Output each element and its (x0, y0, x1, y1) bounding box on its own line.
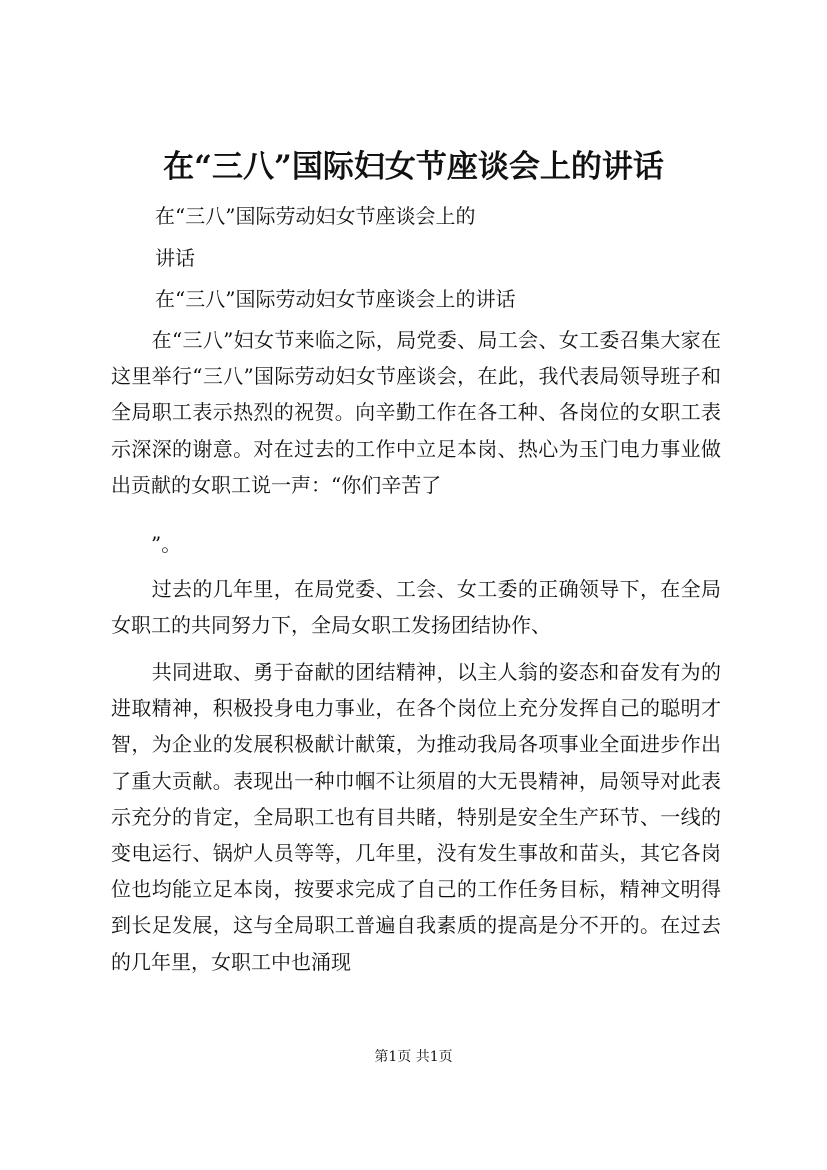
subtitle-line-1: 在“三八”国际劳动妇女节座谈会上的 (155, 204, 476, 228)
paragraph-2: ”。 (111, 532, 182, 556)
paragraph-4: 共同进取、勇于奋献的团结精神，以主人翁的姿态和奋发有为的进取精神，积极投身电力事业，在各个岗位上充分发挥自己的聪明才智，为企业的发展积极献计献策，为推动我局各项事业全面进步作出了重大贡献。表现出一种巾帼不让须眉的大无畏精神，局领导对此表示充分的肯定，全局职工也有目共睹，特别是安全生产环节、一线的变电运行、锅炉人员等等，几年里，没有发生事故和苗头，其它各岗位也均能立足本岗，按要求完成了自己的工作任务目标，精神文明得到长足发展，这与全局职工普遍自我素质的提高是分不开的。在过去的几年里，女职工中也涌现 (111, 660, 721, 974)
document-title: 在“三八”国际妇女节座谈会上的讲话 (163, 149, 664, 185)
subtitle-line-2: 讲话 (155, 246, 195, 270)
page-number: 第1页 共1页 (374, 1049, 453, 1065)
speech-heading: 在“三八”国际劳动妇女节座谈会上的讲话 (155, 287, 516, 311)
paragraph-3: 过去的几年里，在局党委、工会、女工委的正确领导下，在全局女职工的共同努力下，全局女职工发扬团结协作、 (111, 577, 721, 638)
paragraph-1: 在“三八”妇女节来临之际，局党委、局工会、女工委召集大家在这里举行“三八”国际劳动妇女节座谈会，在此，我代表局领导班子和全局职工表示热烈的祝贺。向辛勤工作在各工种、各岗位的女职工表示深深的谢意。对在过去的工作中立足本岗、热心为玉门电力事业做出贡献的女职工说一声：“你们辛苦了 (111, 328, 721, 497)
